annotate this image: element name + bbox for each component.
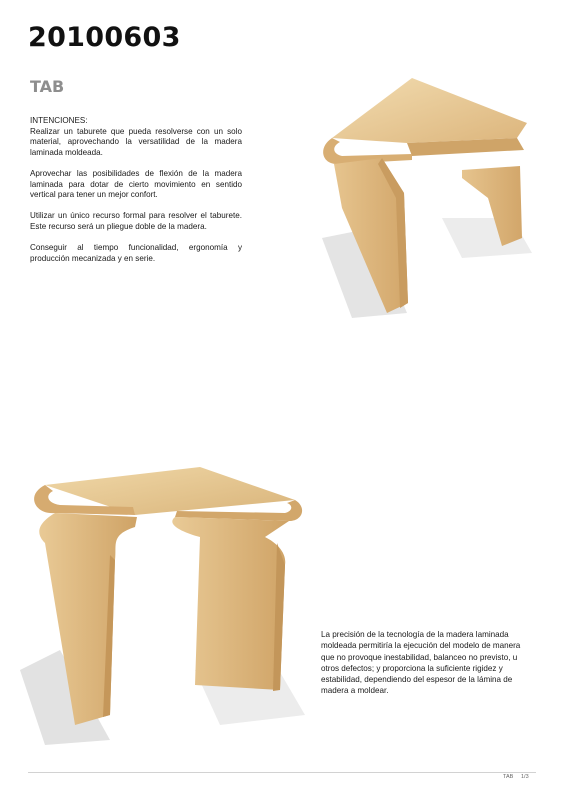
- intentions-text-block: [30, 116, 242, 275]
- intentions-paragraph-2: Aprovechar las posibilidades de flexión de la madera laminada para dotar de cierto movimiento en sentido vertical para tener un mejor confort.: [30, 168, 242, 200]
- precision-text: La precisión de la tecnología de la madera laminada moldeada permitiría la ejecución del modelo de manera que no provoque inestabilidad, balanceo no previsto, u otros defectos; y proporciona la suficiente rigidez y estabilidad, dependiendo del espesor de la lámina de madera a moldear.: [321, 630, 521, 696]
- stool-render-bottom: [15, 455, 305, 745]
- page-title: 20100603: [28, 22, 181, 53]
- intentions-paragraph-3: Utilizar un único recurso formal para resolver el taburete. Este recurso será un pliegue doble de la madera.: [30, 211, 242, 231]
- intentions-paragraph-4: Conseguir al tiempo funcionalidad, ergonomía y producción mecanizada y en serie.: [30, 243, 242, 263]
- footer-divider: [28, 772, 536, 773]
- stool-render-top: [312, 78, 542, 318]
- intentions-heading: INTENCIONES:: [30, 116, 88, 125]
- page-subtitle: TAB: [30, 77, 65, 96]
- intentions-paragraph-1: Realizar un taburete que pueda resolverse con un solo material, aprovechando la versatilidad de la madera laminada moldeada.: [30, 126, 242, 157]
- page-number: 1/3: [521, 774, 529, 780]
- footer-label: TAB: [503, 774, 514, 780]
